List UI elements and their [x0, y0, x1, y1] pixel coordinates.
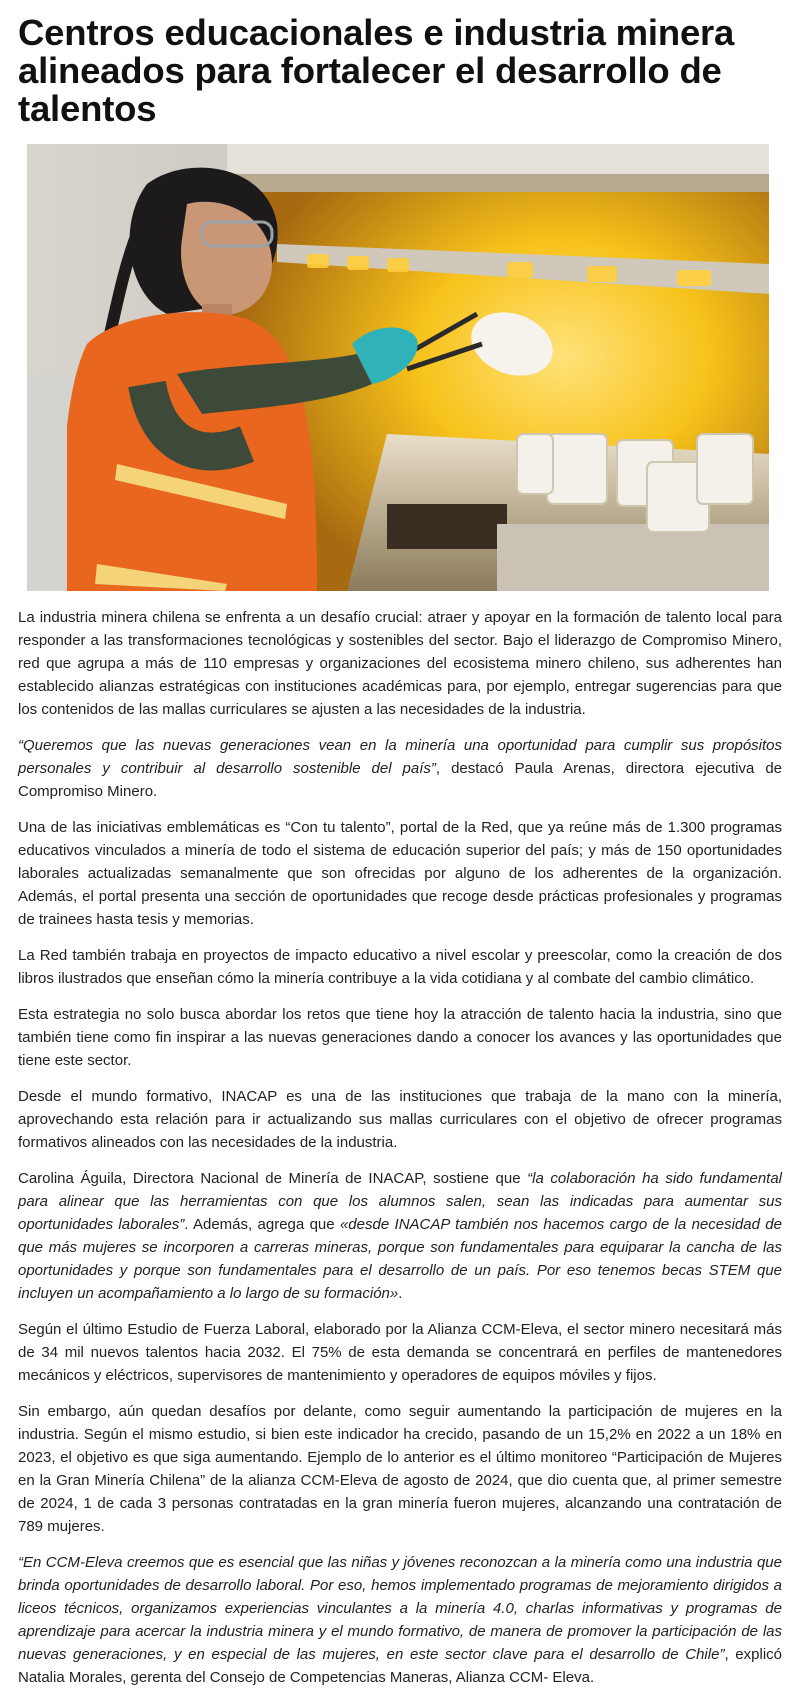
paragraph-6: Desde el mundo formativo, INACAP es una de las instituciones que trabaja de la mano con la minería, aprovechando esta relación para ir actualizando sus mallas curriculares con el objetivo de ofrecer programas formativos alineados con las necesidades de la industria.: [18, 1088, 782, 1151]
article-body: [18, 606, 782, 1689]
paragraph-10: “En CCM-Eleva creemos que es esencial que las niñas y jóvenes reconozcan a la minería como una industria que brinda oportunidades de desarrollo laboral. Por eso, hemos implementado programas de mejoramiento dirigidos a liceos técnicos, organizamos experiencias vinculantes a la minería 4.0, charlas informativas y programas de aprendizaje para acercar la industria minera y el mundo formativo, de manera de promover la participación de las nuevas generaciones, y en especial de las mujeres, en este sector clave para el desarrollo de Chile”, explicó Natalia Morales, gerenta del Consejo de Competencias Maneras, Alianza CCM- Eleva.: [18, 1554, 782, 1686]
article-title: Centros educacionales e industria minera alineados para fortalecer el desarrollo de talentos: [18, 12, 735, 129]
paragraph-7: Carolina Águila, Directora Nacional de Minería de INACAP, sostiene que “la colaboración ha sido fundamental para alinear que las herramientas con que los alumnos salen, sean las indicadas para aumentar sus oportunidades laborales”. Además, agrega que «desde INACAP también nos hacemos cargo de la necesidad de que más mujeres se incorporen a carreras mineras, porque son fundamentales para equiparar la cancha de las oportunidades y porque son fundamentales para el desarrollo de un país. Por eso tenemos becas STEM que incluyen un acompañamiento a lo largo de su formación».: [18, 1170, 783, 1302]
paragraph-8: Según el último Estudio de Fuerza Laboral, elaborado por la Alianza CCM-Eleva, el sector minero necesitará más de 34 mil nuevos talentos hacia 2032. El 75% de esta demanda se concentrará en perfiles de mantenedores mecánicos y eléctricos, supervisores de mantenimiento y operadores de equipos móviles y fijos.: [18, 1321, 782, 1384]
quote: “En CCM-Eleva creemos que es esencial que las niñas y jóvenes reconozcan a la minería como una industria que brinda oportunidades de desarrollo laboral. Por eso, hemos implementado programas de mejoramiento dirigidos a liceos técnicos, organizamos experiencias vinculantes a la minería 4.0, charlas informativas y programas de aprendizaje para acercar la industria minera y el mundo formativo, de manera de promover la participación de las nuevas generaciones, y en especial de las mujeres, en este sector clave para el desarrollo de Chile”: [18, 1554, 782, 1663]
paragraph-9: Sin embargo, aún quedan desafíos por delante, como seguir aumentando la participación de mujeres en la industria. Según el mismo estudio, si bien este indicador ha crecido, pasando de un 15,2% en 2022 a un 18% en 2023, el objetivo es que siga aumentando. Ejemplo de lo anterior es el último monitoreo “Participación de Mujeres en la Gran Minería Chilena” de la alianza CCM-Eleva de agosto de 2024, que dio cuenta que, al primer semestre de 2024, 1 de cada 3 personas contratadas en la gran minería fueron mujeres, alcanzando una contratación de 789 mujeres.: [18, 1403, 782, 1535]
laboratory-photo-icon: [27, 144, 769, 591]
paragraph-5: Esta estrategia no solo busca abordar los retos que tiene hoy la atracción de talento hacia la industria, sino que también tiene como fin inspirar a las nuevas generaciones dando a conocer los avances y las oportunidades que tiene este sector.: [18, 1006, 782, 1069]
paragraph-1: La industria minera chilena se enfrenta a un desafío crucial: atraer y apoyar en la formación de talento local para responder a las transformaciones tecnológicas y sostenibles del sector. Bajo el liderazgo de Compromiso Minero, red que agrupa a más de 110 empresas y organizaciones del ecosistema minero chileno, sus adherentes han establecido alianzas estratégicas con instituciones académicas para, por ejemplo, entregar sugerencias para que los contenidos de las mallas curriculares se ajusten a las necesidades de la industria.: [18, 609, 782, 718]
quote: “Queremos que las nuevas generaciones vean en la minería una oportunidad para cumplir sus propósitos personales y contribuir al desarrollo sostenible del país”: [18, 737, 782, 777]
quote: “la colaboración ha sido fundamental para alinear que las herramientas con que los alumnos salen, sean las indicadas para aumentar sus oportunidades laborales”: [18, 1170, 783, 1233]
paragraph-3: Una de las iniciativas emblemáticas es “Con tu talento”, portal de la Red, que ya reúne más de 1.300 programas educativos vinculados a minería de todo el sistema de educación superior del país; y más de 150 oportunidades laborales actualizadas semanalmente que son ofrecidas por alguno de los adherentes de la organización. Además, el portal presenta una sección de oportunidades que recoge desde prácticas profesionales y programas de trainees hasta tesis y memorias.: [18, 819, 782, 928]
paragraph-2: “Queremos que las nuevas generaciones vean en la minería una oportunidad para cumplir sus propósitos personales y contribuir al desarrollo sostenible del país”, destacó Paula Arenas, directora ejecutiva de Compromiso Minero.: [18, 737, 783, 800]
quote: «desde INACAP también nos hacemos cargo de la necesidad de que más mujeres se incorporen a carreras mineras, porque son fundamentales para equiparar la cancha de las oportunidades y porque son fundamentales para el desarrollo de un país. Por eso tenemos becas STEM que incluyen un acompañamiento a lo largo de su formación»: [18, 1216, 782, 1302]
paragraph-4: La Red también trabaja en proyectos de impacto educativo a nivel escolar y preescolar, como la creación de dos libros ilustrados que enseñan cómo la minería contribuye a la vida cotidiana y al combate del cambio climático.: [18, 947, 782, 987]
hero-image: [27, 144, 769, 591]
